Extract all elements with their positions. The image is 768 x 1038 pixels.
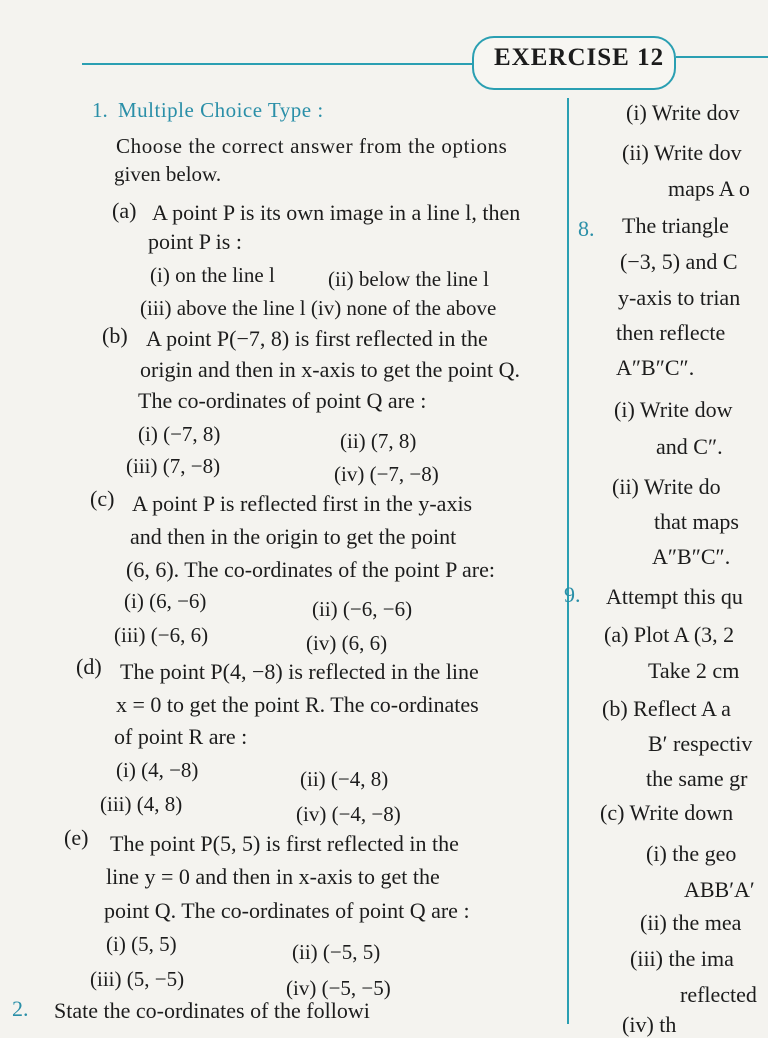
question-c-label: (c) xyxy=(90,486,115,511)
question-9-part-c-iii: (iii) the ima xyxy=(630,946,734,971)
column-divider xyxy=(567,98,569,1024)
question-8-part-ii-cont-2: A″B″C″. xyxy=(652,544,731,569)
question-d-option-4: (iv) (−4, −8) xyxy=(296,802,401,826)
question-9-part-b-cont-1: B′ respectiv xyxy=(648,731,753,756)
question-c-option-2: (ii) (−6, −6) xyxy=(312,597,413,621)
question-9-part-c-ii: (ii) the mea xyxy=(640,910,742,935)
question-8-part-ii: (ii) Write do xyxy=(612,474,721,499)
question-a-line-1: A point P is its own image in a line l, then xyxy=(152,200,521,225)
question-e-option-4: (iv) (−5, −5) xyxy=(286,976,391,1000)
section-1-title: Multiple Choice Type : xyxy=(118,98,324,122)
question-d-label: (d) xyxy=(76,654,102,679)
question-9-part-a: (a) Plot A (3, 2 xyxy=(604,622,735,647)
question-b-option-4: (iv) (−7, −8) xyxy=(334,462,439,486)
question-a-line-2: point P is : xyxy=(148,229,242,254)
question-c-line-2: and then in the origin to get the point xyxy=(130,524,457,549)
question-b-line-3: The co-ordinates of point Q are : xyxy=(138,388,427,413)
question-e-line-2: line y = 0 and then in x-axis to get the xyxy=(106,864,440,889)
question-8-line-3: y-axis to trian xyxy=(618,285,741,310)
question-b-option-1: (i) (−7, 8) xyxy=(138,422,221,446)
section-2-text: State the co-ordinates of the followi xyxy=(54,998,370,1023)
question-d-option-3: (iii) (4, 8) xyxy=(100,792,183,816)
question-9-part-c-i-cont: ABB′A′ xyxy=(684,877,755,902)
question-d-option-1: (i) (4, −8) xyxy=(116,758,199,782)
question-8-part-ii-cont-1: that maps xyxy=(654,509,739,534)
section-2-number: 2. xyxy=(12,996,29,1021)
question-8-part-i-cont: and C″. xyxy=(656,434,723,459)
question-9-part-c-i: (i) the geo xyxy=(646,841,737,866)
question-c-option-1: (i) (6, −6) xyxy=(124,589,207,613)
question-a-option-1: (i) on the line l xyxy=(150,263,275,287)
question-b-label: (b) xyxy=(102,323,128,348)
question-a-option-3: (iii) above the line l (iv) none of the above xyxy=(140,296,497,320)
question-e-label: (e) xyxy=(64,825,89,850)
header-rule-left xyxy=(82,63,474,65)
question-c-option-4: (iv) (6, 6) xyxy=(306,631,388,655)
question-9-part-c: (c) Write down xyxy=(600,800,734,825)
question-d-option-2: (ii) (−4, 8) xyxy=(300,767,389,791)
question-9-line-1: Attempt this qu xyxy=(606,584,743,609)
instruction-line-2: given below. xyxy=(114,162,222,186)
question-8-line-4: then reflecte xyxy=(616,320,726,345)
question-d-line-3: of point R are : xyxy=(114,724,248,749)
question-9-part-c-iv: (iv) th xyxy=(622,1012,677,1037)
question-d-line-1: The point P(4, −8) is reflected in the line xyxy=(120,659,479,684)
question-8-number: 8. xyxy=(578,216,595,241)
question-c-line-1: A point P is reflected first in the y-axis xyxy=(132,491,473,516)
instruction-line-1: Choose the correct answer from the options xyxy=(116,134,508,158)
question-b-option-2: (ii) (7, 8) xyxy=(340,429,417,453)
question-9-part-a-cont: Take 2 cm xyxy=(648,658,740,683)
question-b-line-1: A point P(−7, 8) is first reflected in the xyxy=(146,326,488,351)
question-e-option-3: (iii) (5, −5) xyxy=(90,967,185,991)
question-e-option-2: (ii) (−5, 5) xyxy=(292,940,381,964)
right-item-i: (i) Write dov xyxy=(626,100,740,125)
question-8-part-i: (i) Write dow xyxy=(614,397,733,422)
question-9-number: 9. xyxy=(564,582,581,607)
question-9-part-b: (b) Reflect A a xyxy=(602,696,731,721)
question-b-line-2: origin and then in x-axis to get the point Q. xyxy=(140,357,521,382)
exercise-title: EXERCISE 12 xyxy=(494,44,665,71)
right-item-ii: (ii) Write dov xyxy=(622,140,742,165)
question-8-line-1: The triangle xyxy=(622,213,729,238)
right-item-ii-cont: maps A o xyxy=(668,176,750,201)
section-1-number: 1. xyxy=(92,98,108,122)
question-a-label: (a) xyxy=(112,198,137,223)
question-9-part-b-cont-2: the same gr xyxy=(646,766,748,791)
header-rule-right xyxy=(676,56,768,58)
question-b-option-3: (iii) (7, −8) xyxy=(126,454,221,478)
question-a-option-2: (ii) below the line l xyxy=(328,267,489,291)
question-c-option-3: (iii) (−6, 6) xyxy=(114,623,209,647)
question-d-line-2: x = 0 to get the point R. The co-ordinates xyxy=(116,692,479,717)
question-c-line-3: (6, 6). The co-ordinates of the point P are: xyxy=(126,557,496,582)
question-8-line-2: (−3, 5) and C xyxy=(620,249,738,274)
question-e-line-3: point Q. The co-ordinates of point Q are : xyxy=(104,898,470,923)
question-8-line-5: A″B″C″. xyxy=(616,355,695,380)
question-e-option-1: (i) (5, 5) xyxy=(106,932,177,956)
question-e-line-1: The point P(5, 5) is first reflected in the xyxy=(110,831,459,856)
question-9-part-c-iii-cont: reflected xyxy=(680,982,757,1007)
